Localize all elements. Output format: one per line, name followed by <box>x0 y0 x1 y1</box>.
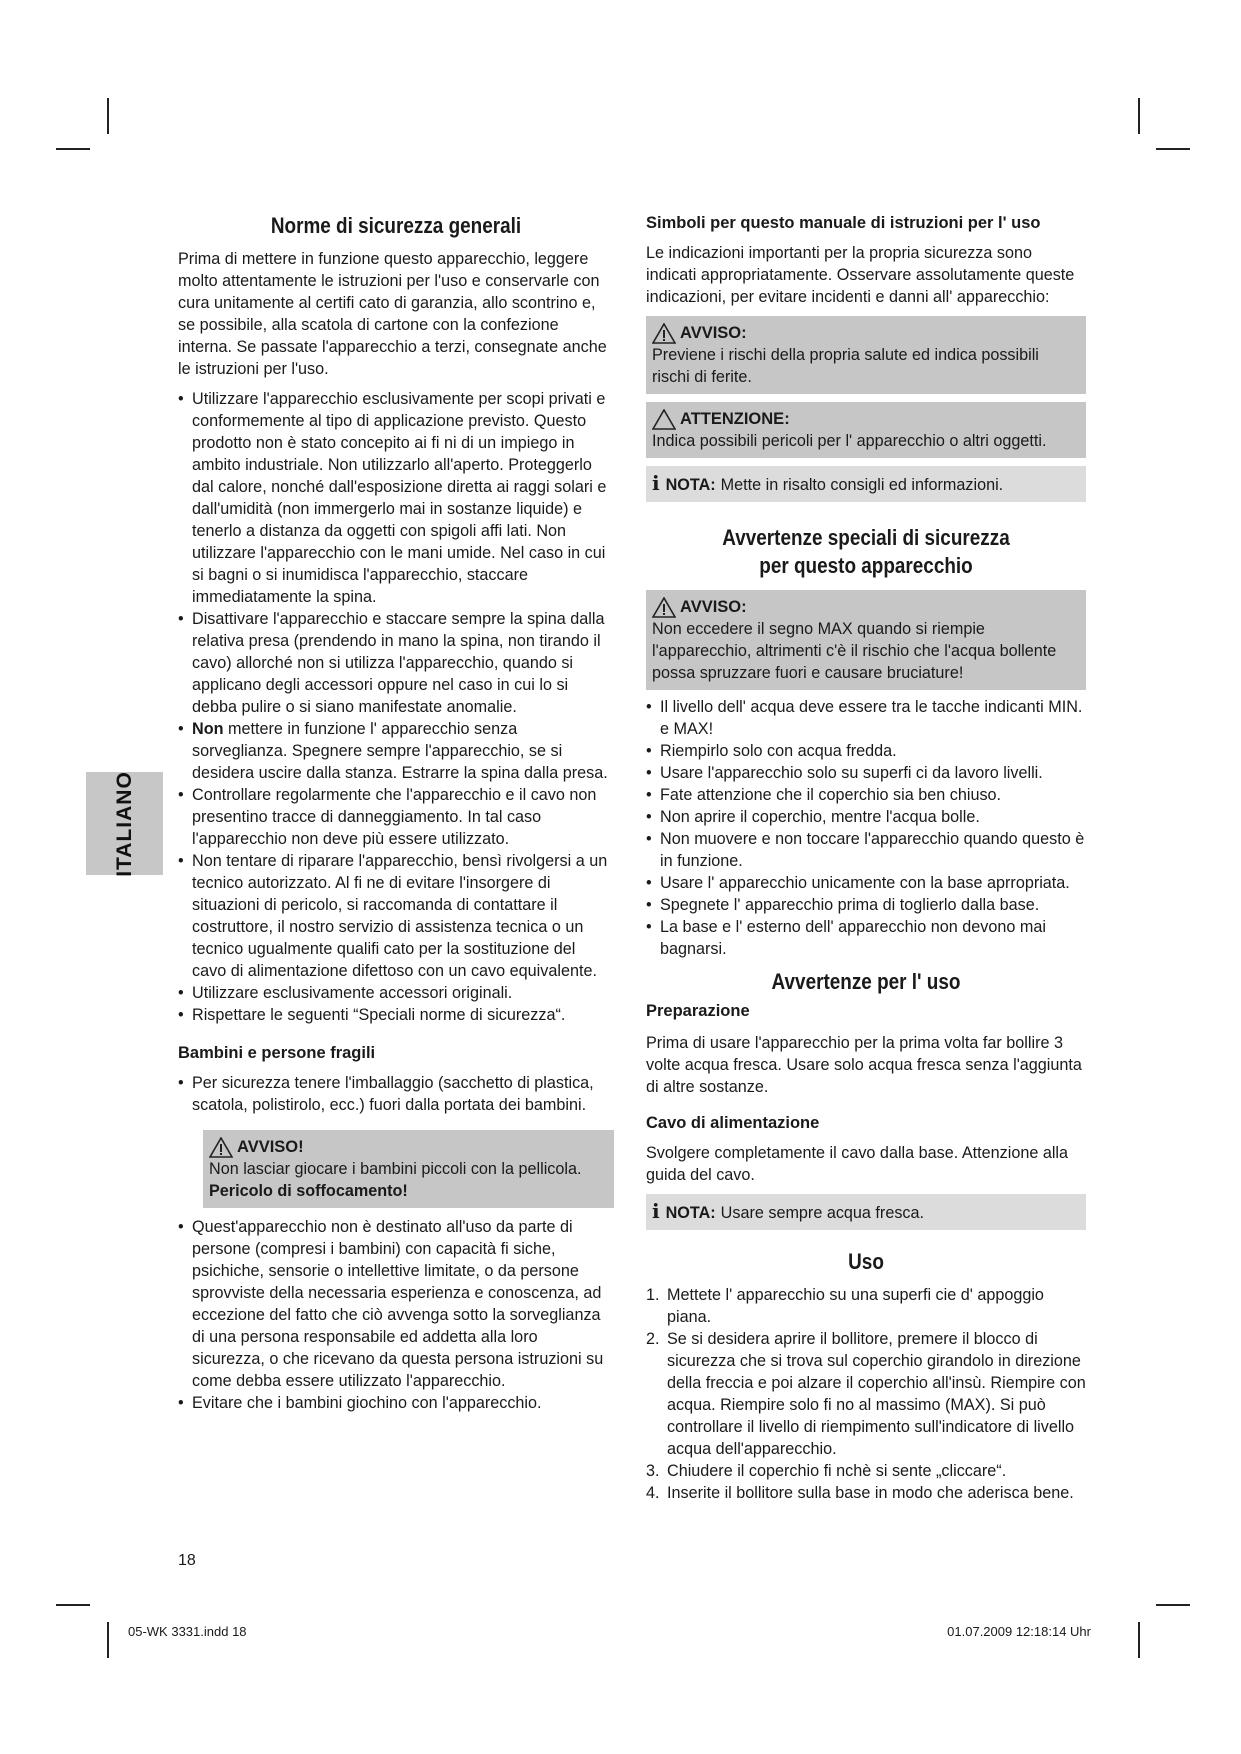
special-avviso-text: Non eccedere il segno MAX quando si riempie l'apparecchio, altrimenti c'è il rischio che l'acqua bollente possa spruzzare fuori e causare bruciature! <box>652 620 1057 682</box>
attenzione-box <box>646 402 1086 458</box>
warning-icon <box>652 597 676 618</box>
nota-box <box>646 466 1086 502</box>
safety-bullet-list <box>178 388 614 1026</box>
list-item: • Riempirlo solo con acqua fredda. <box>646 740 1086 762</box>
warning-text: Non lasciar giocare i bambini piccoli con la pellicola. <box>209 1160 582 1178</box>
uso-steps <box>646 1284 1086 1504</box>
symbols-intro: Le indicazioni importanti per la propria sicurezza sono indicati appropriatamente. Osservare assolutamente queste indicazioni, per evitare incidenti e danni all' apparecchio: <box>646 244 1075 306</box>
special-avviso-label: AVVISO: <box>680 598 747 616</box>
list-item: • Usare l'apparecchio solo su superfi ci da lavoro livelli. <box>646 762 1086 784</box>
special-safety-title: Avvertenze speciali di sicurezza per questo apparecchio <box>722 525 1010 578</box>
crop-mark <box>1156 1604 1190 1606</box>
list-item: • Utilizzare l'apparecchio esclusivamente per scopi privati e conformemente al tipo di applicazione previsto. Questo prodotto non è stato concepito ai fi ni di un impiego in ambito industriale. Non utilizzarlo all'aperto. Proteggerlo dal calore, nonché dall'esposizione diretta ai raggi solari e dall'umidità (non immergerlo mai in sostanze liquide) e tenerlo a distanza da oggetti con spigoli affi lati. Non utilizzare l'apparecchio con le mani umide. Nel caso in cui si bagni o si inumidisca l'apparecchio, staccare immediatamente la spina. <box>178 388 614 608</box>
list-item: 2. Se si desidera aprire il bollitore, premere il blocco di sicurezza che si trova sul coperchio girandolo in direzione della freccia e poi alzare il coperchio all'insù. Riempire con acqua. Riempire solo fi no al massimo (MAX). Si può controllare il livello di riempimento sull'indicatore di livello acqua dell'apparecchio. <box>646 1330 1086 1458</box>
page-number: 18 <box>178 1552 196 1569</box>
list-item: • Quest'apparecchio non è destinato all'uso da parte di persone (compresi i bambini) con capacità fi siche, psichiche, sensorie o intellettive limitate, o da persone sprovviste della necessaria esperienza e conoscenza, ad eccezione del fatto che ciò avvenga sotto la sorveglianza di una persona responsabile ed addetta alla loro sicurezza, o che ricevano da questa persona istruzioni su come debba essere utilizzato l'apparecchio. <box>178 1216 614 1392</box>
avviso-text: Previene i rischi della propria salute ed indica possibili rischi di ferite. <box>652 346 1039 386</box>
prep-heading: Preparazione <box>646 1002 750 1020</box>
list-item: • Non aprire il coperchio, mentre l'acqua bolle. <box>646 806 1086 828</box>
list-item: • Per sicurezza tenere l'imballaggio (sacchetto di plastica, scatola, polistirolo, ecc.) fuori dalla portata dei bambini. <box>178 1072 614 1116</box>
special-bullet-list <box>646 696 1086 960</box>
use-title: Avvertenze per l' uso <box>771 969 961 994</box>
warning-icon <box>652 323 676 344</box>
right-column <box>646 212 1086 1504</box>
list-item: • Usare l' apparecchio unicamente con la base aprropriata. <box>646 872 1086 894</box>
nota-text: Mette in risalto consigli ed informazioni. <box>720 476 1004 494</box>
safety-intro: Prima di mettere in funzione questo apparecchio, leggere molto attentamente le istruzioni per l'uso e conservarle con cura unitamente al certifi cato di garanzia, allo scontrino e, se possibile, alla scatola di cartone con la confezione interna. Se passate l'apparecchio a terzi, consegnate anche le istruzioni per l'uso. <box>178 250 607 378</box>
list-item: 1. Mettete l' apparecchio su una superfi cie d' appoggio piana. <box>646 1286 1044 1326</box>
nota-box-2 <box>646 1194 1086 1230</box>
list-item: • Utilizzare esclusivamente accessori originali. <box>178 982 614 1004</box>
list-item: • La base e l' esterno dell' apparecchio non devono mai bagnarsi. <box>646 916 1086 960</box>
children-more-bullets <box>178 1216 614 1414</box>
attenzione-text: Indica possibili pericoli per l' apparecchio o altri oggetti. <box>652 432 1047 450</box>
list-item: 3. Chiudere il coperchio fi nchè si sente „cliccare“. <box>646 1462 1007 1480</box>
nota2-text: Usare sempre acqua fresca. <box>720 1204 925 1222</box>
avviso-label: AVVISO: <box>680 324 747 342</box>
crop-mark <box>107 98 109 134</box>
language-tab-label: ITALIANO <box>112 770 136 877</box>
list-item: • Disattivare l'apparecchio e staccare sempre la spina dalla relativa presa (prendendo in mano la spina, non tirando il cavo) allorché non si utilizza l'apparecchio, quando si applicano degli accessori oppure nel caso in cui lo si debba pulire o si siano manifestate anomalie. <box>178 608 614 718</box>
warning-bold-text: Pericolo di soffocamento! <box>209 1182 408 1200</box>
crop-mark <box>56 1604 90 1606</box>
prep-text: Prima di usare l'apparecchio per la prima volta far bollire 3 volte acqua fresca. Usare solo acqua fresca senza l'aggiunta di altre sostanze. <box>646 1034 1082 1096</box>
children-bullet-list <box>178 1072 614 1116</box>
list-item: • Non muovere e non toccare l'apparecchio quando questo è in funzione. <box>646 828 1086 872</box>
info-icon: i <box>652 1199 660 1223</box>
info-icon: i <box>652 471 660 495</box>
avviso-box <box>646 316 1086 394</box>
footer-timestamp: 01.07.2009 12:18:14 Uhr <box>947 1624 1091 1639</box>
footer-file-info: 05-WK 3331.indd 18 <box>128 1624 247 1639</box>
crop-mark <box>1138 98 1140 134</box>
crop-mark <box>1138 1622 1140 1658</box>
crop-mark <box>56 148 90 150</box>
list-item: 4. Inserite il bollitore sulla base in modo che aderisca bene. <box>646 1484 1074 1502</box>
list-item: • Controllare regolarmente che l'apparecchio e il cavo non presentino tracce di danneggiamento. In tal caso l'apparecchio non deve più essere utilizzato. <box>178 784 614 850</box>
list-item: • Spegnete l' apparecchio prima di toglierlo dalla base. <box>646 894 1086 916</box>
nota2-label: NOTA: <box>665 1204 716 1222</box>
caution-icon <box>652 409 676 430</box>
warning-icon <box>209 1137 233 1158</box>
cable-text: Svolgere completamente il cavo dalla base. Attenzione alla guida del cavo. <box>646 1144 1069 1184</box>
crop-mark <box>1156 148 1190 150</box>
list-item: • Non mettere in funzione l' apparecchio senza sorveglianza. Spegnere sempre l'apparecchio, se si desidera uscire dalla stanza. Estrarre la spina dalla presa. <box>178 718 614 784</box>
cable-heading: Cavo di alimentazione <box>646 1114 820 1132</box>
uso-title: Uso <box>848 1249 884 1274</box>
warning-label: AVVISO! <box>237 1138 304 1156</box>
symbols-heading: Simboli per questo manuale di istruzioni per l' uso <box>646 214 1041 232</box>
nota-label: NOTA: <box>665 476 716 494</box>
list-item: • Non tentare di riparare l'apparecchio, bensì rivolgersi a un tecnico autorizzato. Al fi ne di evitare l'insorgere di situazioni di pericolo, si raccomanda di contattare il costruttore, il nostro servizio di assistenza tecnica o un tecnico ugualmente qualifi cato per la sostituzione del cavo di alimentazione difettoso con un cavo equivalente. <box>178 850 614 982</box>
list-item: • Rispettare le seguenti “Speciali norme di sicurezza“. <box>178 1004 614 1026</box>
special-avviso-box <box>646 590 1086 690</box>
crop-mark <box>107 1622 109 1658</box>
list-item: • Evitare che i bambini giochino con l'apparecchio. <box>178 1392 614 1414</box>
list-item: • Il livello dell' acqua deve essere tra le tacche indicanti MIN. e MAX! <box>646 696 1086 740</box>
attenzione-label: ATTENZIONE: <box>680 410 790 428</box>
children-heading: Bambini e persone fragili <box>178 1044 376 1062</box>
list-item: • Fate attenzione che il coperchio sia ben chiuso. <box>646 784 1086 806</box>
left-column <box>178 212 614 1414</box>
language-tab <box>86 772 163 875</box>
children-warning-box <box>203 1130 614 1208</box>
safety-title: Norme di sicurezza generali <box>270 213 522 238</box>
